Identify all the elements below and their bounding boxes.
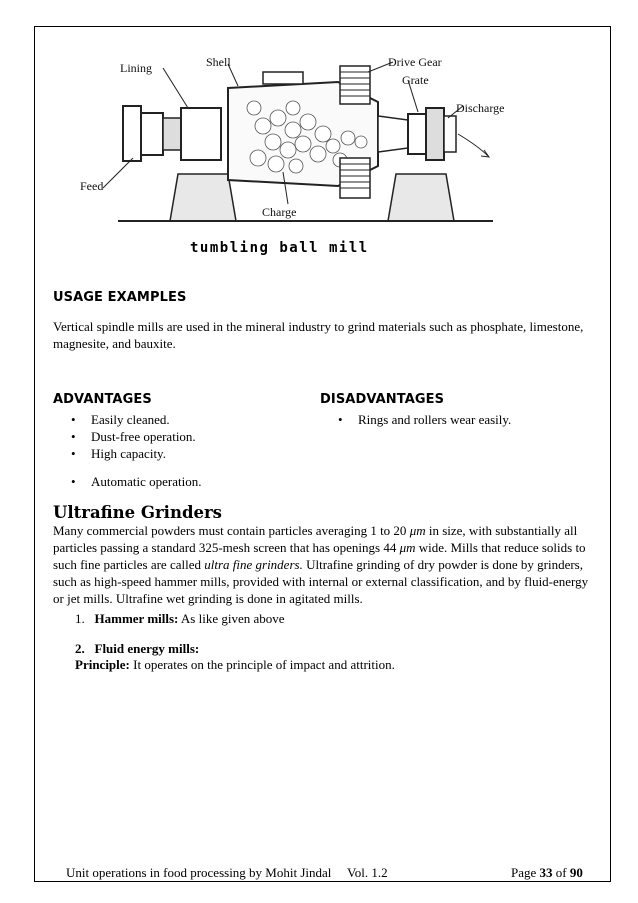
label-discharge: Discharge <box>456 101 505 115</box>
label-grate: Grate <box>402 73 429 87</box>
ultrafine-heading: Ultrafine Grinders <box>53 503 222 522</box>
advantage-text: Easily cleaned. <box>91 412 170 427</box>
advantage-text: High capacity. <box>91 446 166 461</box>
unit-micrometer: μm <box>399 540 416 555</box>
text-run: Ultrafine grinding of dry powder is done by grinders, such as high-speed hammer mills, provided with internal or external classification, and by fluid-energy or jet mills. Ultrafine wet grinding is done in agitated mills. <box>53 557 589 606</box>
footer-page-number <box>511 865 583 881</box>
list-item-hammer-mills <box>75 610 285 627</box>
advantages-list-extra <box>56 473 201 490</box>
label-drive-gear: Drive Gear <box>388 55 442 69</box>
italic-term: ultra fine grinders. <box>204 557 303 572</box>
label-charge: Charge <box>262 205 297 219</box>
list-item: • Automatic operation. <box>71 474 202 489</box>
disadvantage-text: Rings and rollers wear easily. <box>358 412 512 427</box>
item-title: Hammer mills: <box>94 611 179 626</box>
item-text: As like given above <box>178 611 285 626</box>
ultrafine-paragraph <box>53 522 593 607</box>
label-shell: Shell <box>206 55 231 69</box>
principle-text: It operates on the principle of impact and attrition. <box>129 657 395 672</box>
disadvantages-list <box>323 411 511 428</box>
footer-volume: Vol. 1.2 <box>347 865 388 880</box>
page-total: 90 <box>569 865 583 880</box>
list-item: • High capacity. <box>71 446 166 461</box>
footer-title: Unit operations in food processing by Mohit Jindal <box>66 865 332 880</box>
item-number: 2. <box>75 641 85 656</box>
label-lining: Lining <box>120 61 152 75</box>
list-item: • Rings and rollers wear easily. <box>338 412 512 427</box>
advantage-text: Dust-free operation. <box>91 429 196 444</box>
text-run: wide. Mills that reduce solids to such fine particles are called <box>53 540 586 572</box>
list-item: • Easily cleaned. <box>71 412 170 427</box>
page-prefix: Page <box>511 865 540 880</box>
ball-mill-diagram <box>78 46 548 266</box>
text-run: Many commercial powders must contain particles averaging 1 to 20 <box>53 523 410 538</box>
disadvantages-heading: DISADVANTAGES <box>320 392 445 407</box>
label-feed: Feed <box>80 179 104 193</box>
list-item-fluid-energy-mills <box>75 640 199 657</box>
page-of: of <box>552 865 570 880</box>
list-item: • Dust-free operation. <box>71 429 196 444</box>
usage-text: Vertical spindle mills are used in the mineral industry to grind materials such as phosphate, limestone, magnesite, and bauxite. <box>53 319 584 351</box>
item-number: 1. <box>75 611 85 626</box>
advantages-heading: ADVANTAGES <box>53 392 152 407</box>
page-current: 33 <box>539 865 553 880</box>
advantage-text: Automatic operation. <box>91 474 202 489</box>
principle-label: Principle: <box>75 657 130 672</box>
unit-micrometer: μm <box>409 523 426 538</box>
figure-caption: tumbling ball mill <box>190 240 369 256</box>
text-run: in size, with substantially all particles passing a standard 325-mesh screen that has openings 44 <box>53 523 578 555</box>
advantages-list <box>56 411 196 462</box>
principle-line <box>75 656 395 673</box>
item-title: Fluid energy mills: <box>94 641 200 656</box>
usage-heading: USAGE EXAMPLES <box>53 290 187 305</box>
